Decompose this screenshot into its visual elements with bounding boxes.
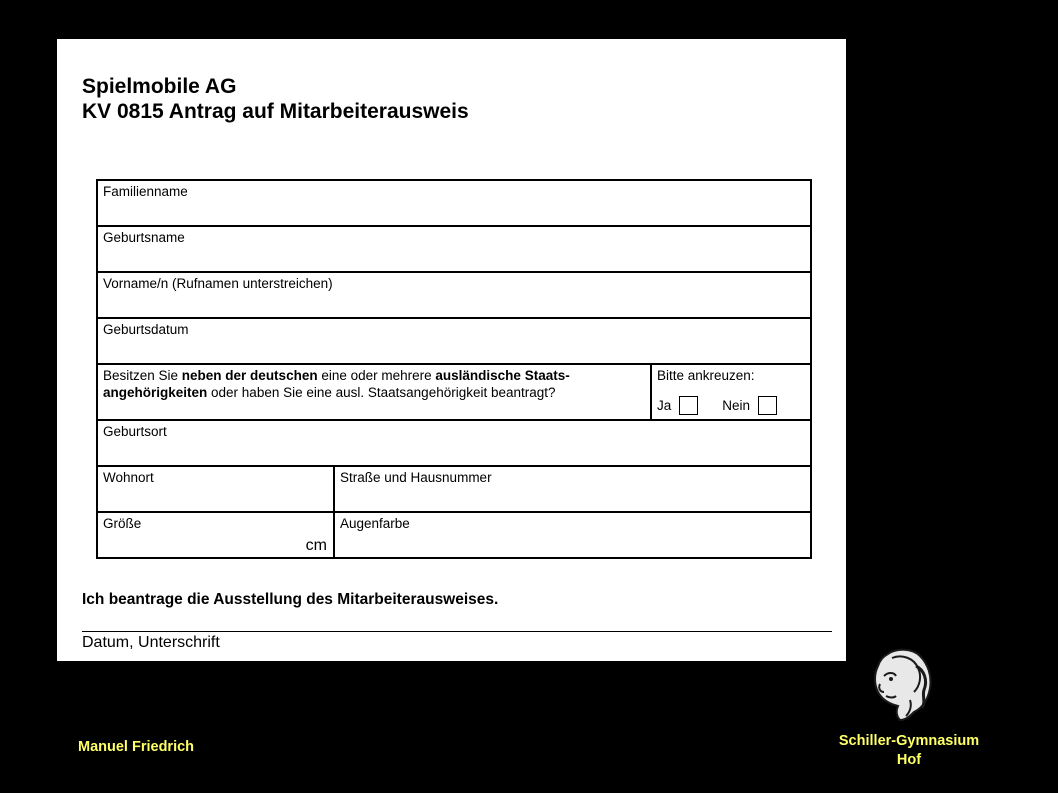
author-name: Manuel Friedrich bbox=[78, 739, 195, 755]
q-bold2: ausländische Staats-angehörigkeiten bbox=[103, 368, 570, 400]
ja-label: Ja bbox=[657, 398, 672, 413]
field-wohnort[interactable] bbox=[97, 466, 334, 512]
citizenship-question bbox=[97, 364, 651, 420]
ja-checkbox[interactable] bbox=[679, 396, 698, 415]
application-form bbox=[96, 179, 812, 559]
citizenship-answer bbox=[651, 364, 811, 420]
option-ja bbox=[657, 396, 698, 415]
label-wohnort: Wohnort bbox=[103, 470, 154, 485]
label-geburtsname: Geburtsname bbox=[103, 230, 185, 245]
signature-line[interactable] bbox=[82, 631, 832, 632]
label-geburtsort: Geburtsort bbox=[103, 424, 167, 439]
label-geburtsdatum: Geburtsdatum bbox=[103, 322, 189, 337]
form-title: KV 0815 Antrag auf Mitarbeiterausweis bbox=[82, 100, 469, 123]
ankreuzen-label: Bitte ankreuzen: bbox=[657, 368, 755, 383]
nein-checkbox[interactable] bbox=[758, 396, 777, 415]
label-augenfarbe: Augenfarbe bbox=[340, 516, 410, 531]
q-part2: eine oder mehrere bbox=[317, 368, 436, 383]
field-geburtsname[interactable] bbox=[97, 226, 811, 272]
option-nein bbox=[722, 396, 777, 415]
field-familienname[interactable] bbox=[97, 180, 811, 226]
label-familienname: Familienname bbox=[103, 184, 188, 199]
application-statement: Ich beantrage die Ausstellung des Mitarbeiterausweises. bbox=[82, 591, 499, 608]
q-part1: Besitzen Sie bbox=[103, 368, 182, 383]
field-augenfarbe[interactable] bbox=[334, 512, 811, 558]
company-name: Spielmobile AG bbox=[82, 75, 237, 98]
citizenship-checks bbox=[657, 396, 805, 415]
field-geburtsort[interactable] bbox=[97, 420, 811, 466]
label-groesse: Größe bbox=[103, 516, 142, 531]
q-bold1: neben der deutschen bbox=[181, 368, 318, 383]
signature-label: Datum, Unterschrift bbox=[82, 634, 220, 651]
unit-cm: cm bbox=[305, 537, 327, 554]
q-part3: oder haben Sie eine ausl. Staatsangehörigkeit beantragt? bbox=[207, 385, 556, 400]
field-geburtsdatum[interactable] bbox=[97, 318, 811, 364]
label-vorname: Vorname/n (Rufnamen unterstreichen) bbox=[103, 276, 333, 291]
field-vorname[interactable] bbox=[97, 272, 811, 318]
school-line1: Schiller-Gymnasium bbox=[838, 733, 980, 749]
field-strasse[interactable] bbox=[334, 466, 811, 512]
field-groesse[interactable] bbox=[97, 512, 334, 558]
document-title bbox=[82, 74, 469, 124]
form-page bbox=[57, 39, 846, 661]
label-strasse: Straße und Hausnummer bbox=[340, 470, 492, 485]
nein-label: Nein bbox=[722, 398, 751, 413]
schiller-portrait-icon bbox=[866, 646, 938, 722]
school-line2: Hof bbox=[896, 752, 922, 768]
school-name bbox=[820, 732, 998, 770]
